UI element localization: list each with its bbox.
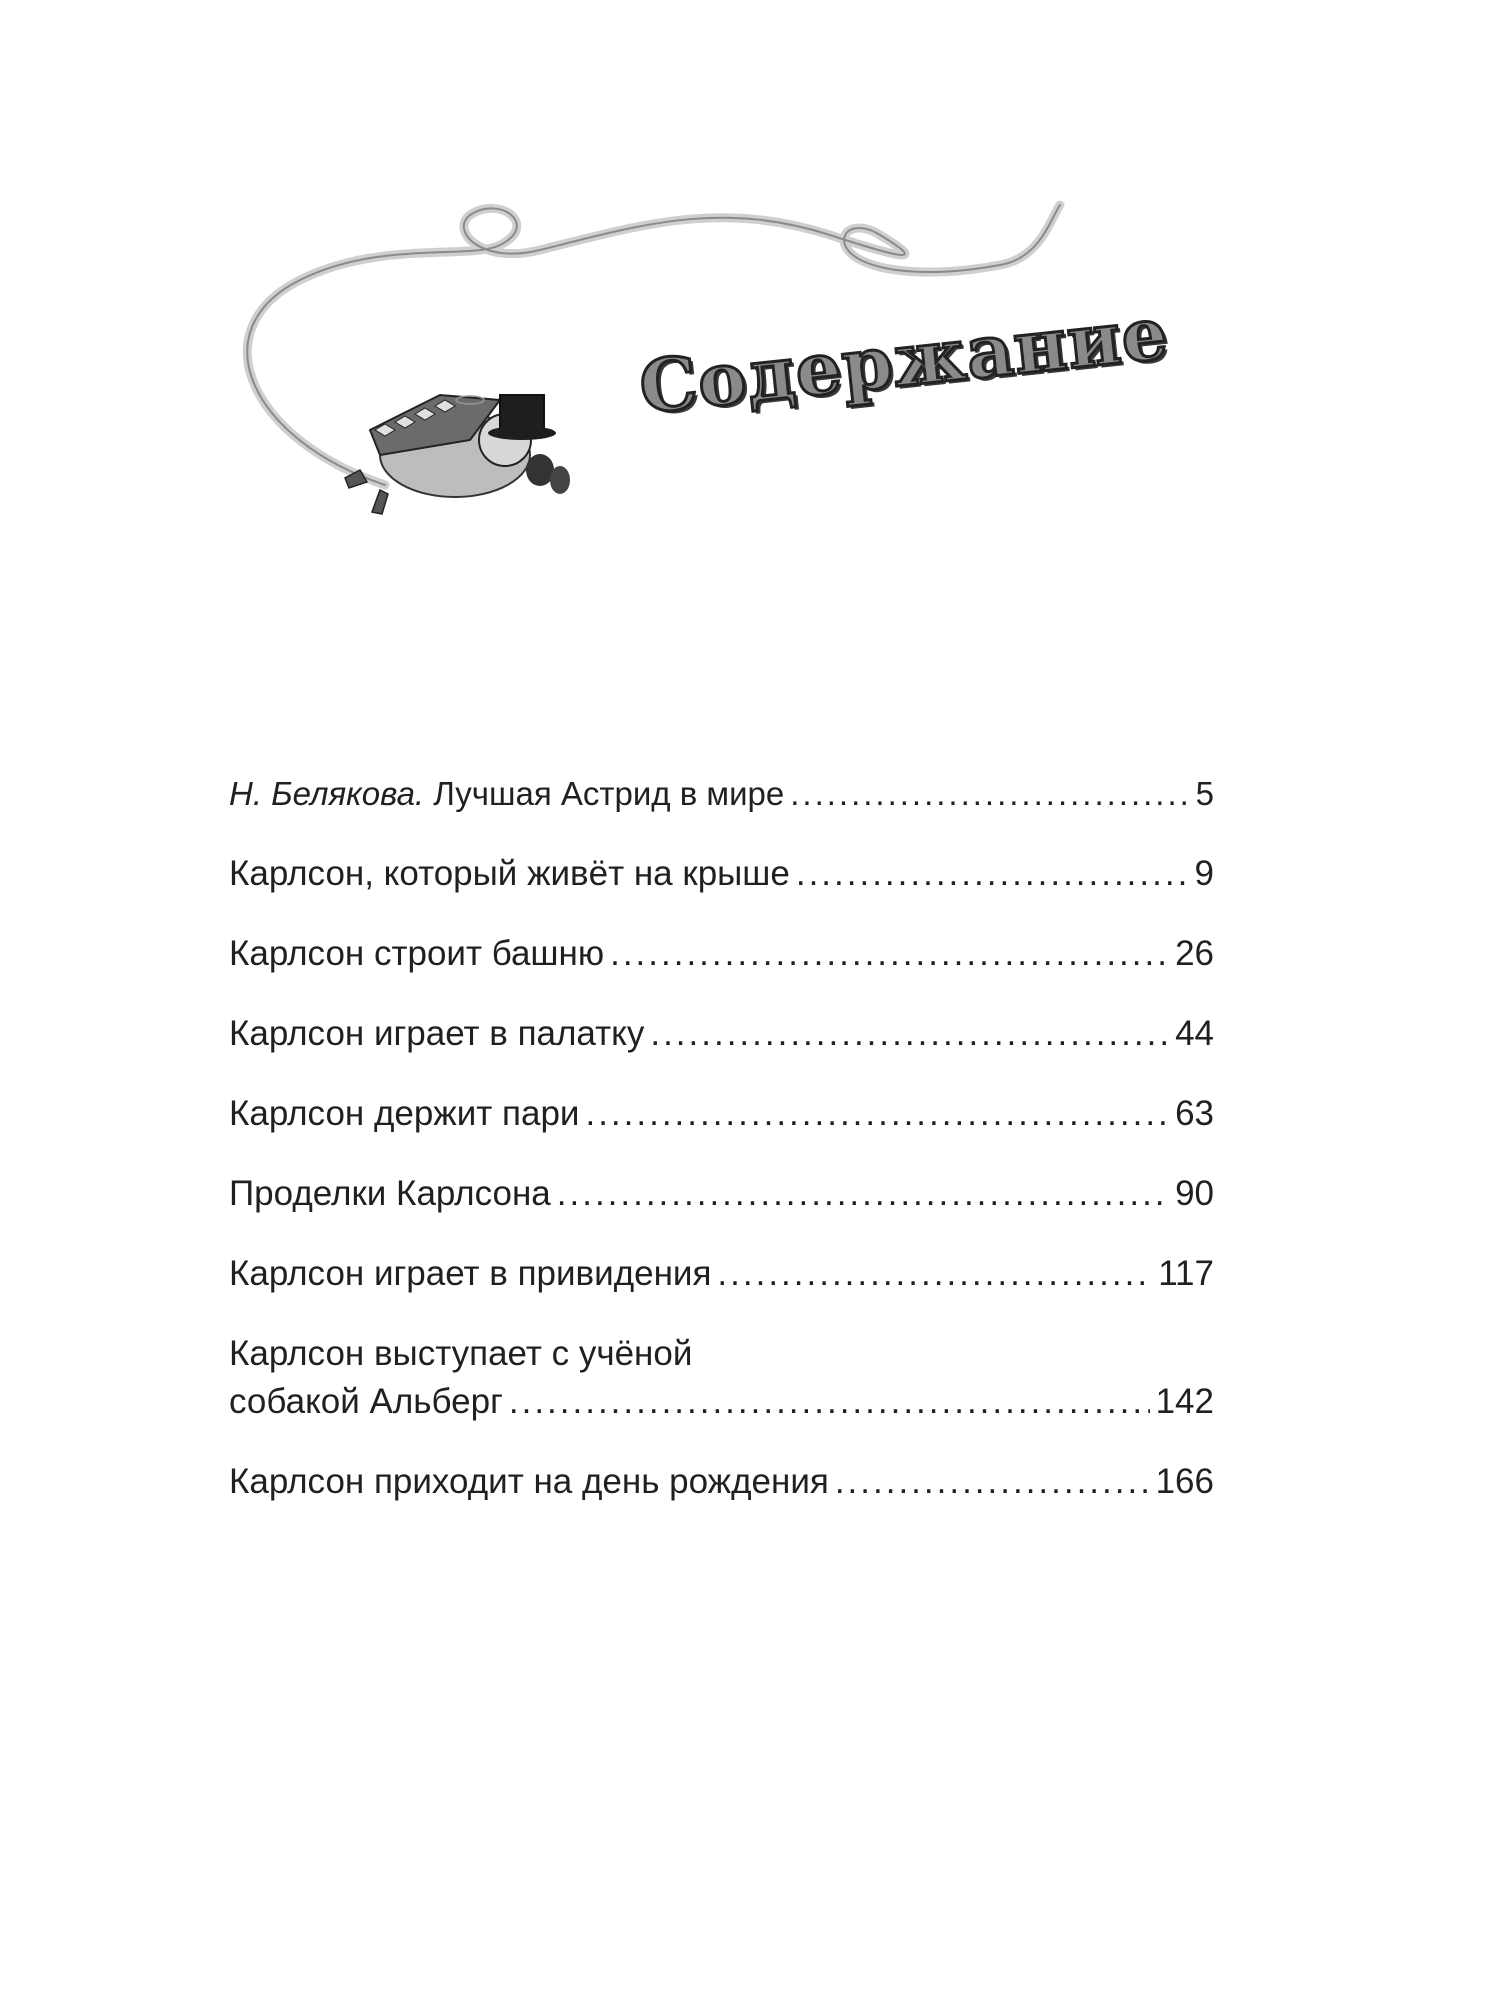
leader-dots — [509, 1378, 1150, 1426]
carlson-figure — [345, 395, 570, 514]
toc-entry[interactable] — [229, 1458, 1214, 1506]
toc-entry-title: Проделки Карлсона — [229, 1174, 551, 1213]
toc-entry-author: Н. Белякова. — [229, 775, 425, 812]
toc-entry-page: 142 — [1155, 1382, 1214, 1421]
toc-entry-title: Карлсон играет в палатку — [229, 1014, 645, 1053]
toc-entry[interactable] — [229, 770, 1214, 818]
toc-entry-page: 166 — [1155, 1462, 1214, 1501]
header-decoration — [0, 0, 1503, 560]
page-title: Содержание — [635, 289, 1173, 430]
toc-entry[interactable] — [229, 1250, 1214, 1298]
toc-entry-title: Карлсон, который живёт на крыше — [229, 854, 790, 893]
toc-entry[interactable] — [229, 1090, 1214, 1138]
leader-dots — [790, 770, 1189, 818]
flying-carlson-illustration — [0, 0, 1503, 560]
toc-entry[interactable] — [229, 930, 1214, 978]
leader-dots — [557, 1170, 1169, 1218]
toc-entry-page: 90 — [1175, 1174, 1214, 1213]
leader-dots — [610, 930, 1169, 978]
toc-entry-title: Карлсон держит пари — [229, 1094, 580, 1133]
leader-dots — [717, 1250, 1152, 1298]
toc-entry[interactable] — [229, 1170, 1214, 1218]
toc-entry-page: 9 — [1194, 854, 1214, 893]
toc-entry-title-line2: собакой Альберг — [229, 1382, 503, 1421]
toc-entry-label — [229, 770, 784, 818]
toc-entry-title: Карлсон играет в привидения — [229, 1254, 712, 1293]
toc-entry[interactable] — [229, 850, 1214, 898]
toc-entry[interactable] — [229, 1010, 1214, 1058]
toc-entry-page: 44 — [1175, 1014, 1214, 1053]
leader-dots — [835, 1458, 1150, 1506]
table-of-contents — [229, 770, 1214, 1538]
toc-entry[interactable] — [229, 1330, 1214, 1426]
leader-dots — [650, 1010, 1169, 1058]
toc-entry-page: 117 — [1158, 1254, 1214, 1293]
toc-entry-line2 — [229, 1378, 1214, 1426]
leader-dots — [796, 850, 1189, 898]
toc-entry-title: Лучшая Астрид в мире — [433, 775, 785, 812]
leader-dots — [585, 1090, 1169, 1138]
toc-entry-title: Карлсон приходит на день рождения — [229, 1462, 829, 1501]
toc-entry-page: 26 — [1175, 934, 1214, 973]
toc-entry-page: 63 — [1175, 1094, 1214, 1133]
toc-entry-page: 5 — [1195, 775, 1214, 812]
toc-entry-title: Карлсон строит башню — [229, 934, 605, 973]
toc-entry-title-line1: Карлсон выступает с учёной — [229, 1334, 693, 1373]
